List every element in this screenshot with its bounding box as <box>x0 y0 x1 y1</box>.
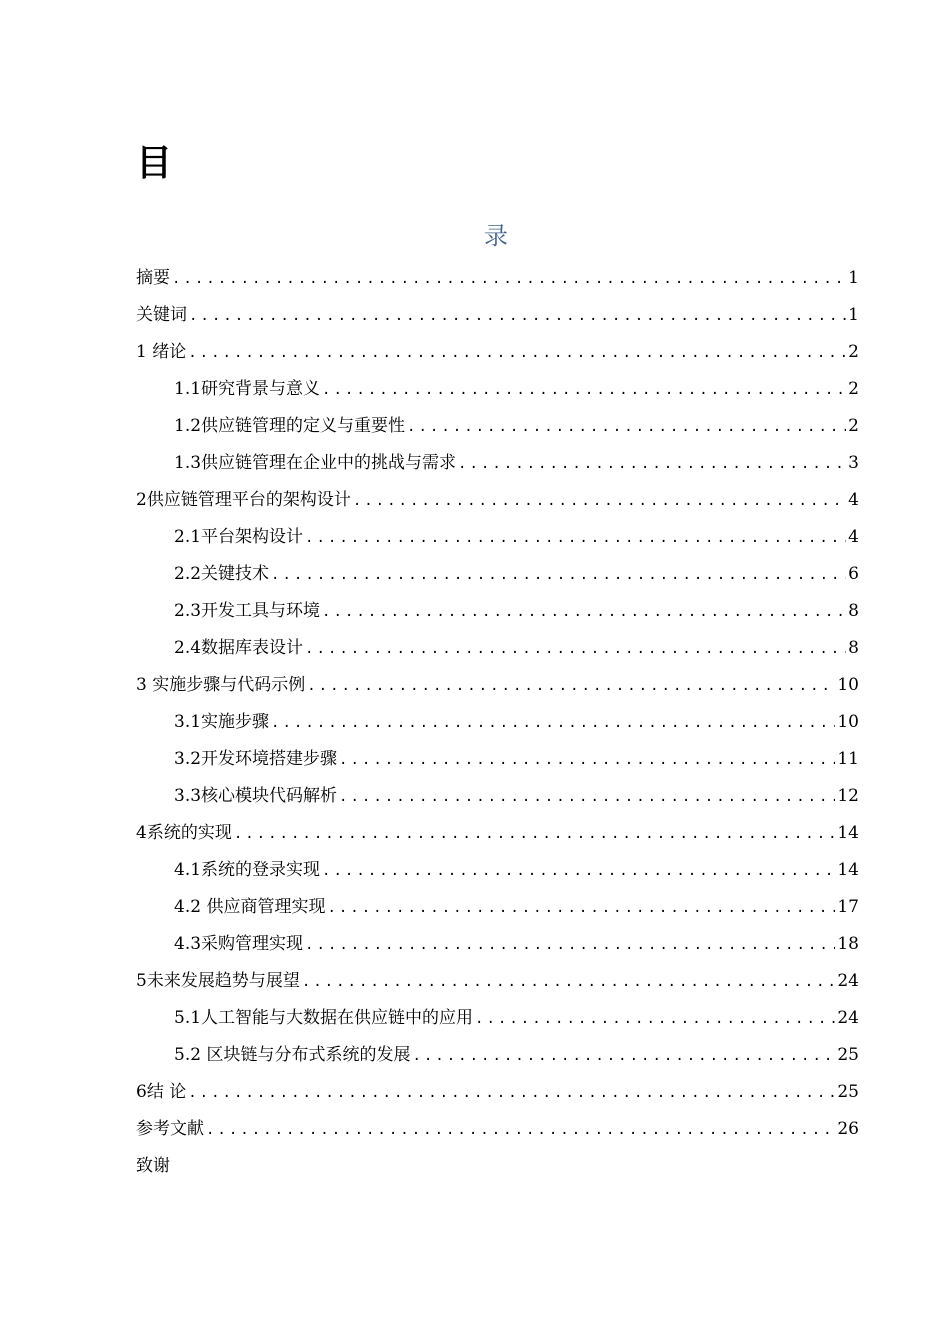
toc-dot-leader <box>307 668 835 705</box>
toc-entry-label: 2.2关键技术 <box>174 564 270 584</box>
toc-entry-label: 5.1人工智能与大数据在供应链中的应用 <box>174 1008 474 1028</box>
toc-entry-page-number: 25 <box>837 1082 859 1102</box>
toc-dot-leader <box>322 372 846 409</box>
toc-entry-page-number: 14 <box>837 860 859 880</box>
toc-entry-page-number: 1 <box>848 268 859 288</box>
toc-dot-leader <box>305 520 846 557</box>
toc-entry[interactable] <box>136 556 859 593</box>
toc-entry[interactable] <box>136 334 859 371</box>
toc-entry-page-number: 2 <box>848 342 859 362</box>
toc-entry-page-number: 25 <box>837 1045 859 1065</box>
toc-dot-leader <box>271 705 835 742</box>
toc-entry[interactable] <box>136 260 859 297</box>
toc-entry[interactable] <box>136 445 859 482</box>
toc-entry-label: 2.3开发工具与环境 <box>174 601 321 621</box>
toc-dot-leader <box>305 631 846 668</box>
toc-entry-page-number: 14 <box>837 823 859 843</box>
toc-entry-label: 3.3核心模块代码解析 <box>174 786 338 806</box>
toc-entry-page-number: 4 <box>848 490 859 510</box>
toc-dot-leader <box>407 409 846 446</box>
toc-entry[interactable] <box>136 1074 859 1111</box>
toc-entry-label: 4.3采购管理实现 <box>174 934 304 954</box>
toc-entry[interactable] <box>136 963 859 1000</box>
toc-dot-leader <box>188 335 846 372</box>
toc-dot-leader <box>305 927 835 964</box>
toc-entry-label: 5.2 区块链与分布式系统的发展 <box>174 1045 411 1065</box>
toc-dot-leader <box>302 964 836 1001</box>
toc-entry[interactable] <box>136 519 859 556</box>
toc-entry-page-number: 24 <box>837 1008 859 1028</box>
toc-dot-leader <box>353 483 846 520</box>
toc-dot-leader <box>206 1112 835 1149</box>
toc-dot-leader <box>188 1075 835 1112</box>
toc-title-first-char: 目 <box>136 143 173 184</box>
toc-entry-label: 4.2 供应商管理实现 <box>174 897 326 917</box>
toc-dot-leader <box>172 261 846 298</box>
toc-dot-leader <box>189 298 846 335</box>
toc-entry-page-number: 17 <box>837 897 859 917</box>
toc-dot-leader <box>322 853 835 890</box>
toc-entry-page-number: 10 <box>837 712 859 732</box>
toc-entry-label: 2.4数据库表设计 <box>174 638 304 658</box>
toc-entry-page-number: 8 <box>848 638 859 658</box>
toc-entry-page-number: 8 <box>848 601 859 621</box>
toc-entry[interactable] <box>136 482 859 519</box>
toc-entry-page-number: 3 <box>848 453 859 473</box>
toc-dot-leader <box>271 557 846 594</box>
toc-entry-page-number: 1 <box>848 305 859 325</box>
toc-entry-label: 6结 论 <box>136 1082 187 1102</box>
toc-title-second-char: 录 <box>484 222 508 250</box>
toc-entry-label: 1 绪论 <box>136 342 187 362</box>
toc-entry-label: 2.1平台架构设计 <box>174 527 304 547</box>
toc-entry[interactable] <box>136 926 859 963</box>
toc-entry-page-number: 24 <box>837 971 859 991</box>
toc-entry[interactable] <box>136 371 859 408</box>
toc-entry-label: 2供应链管理平台的架构设计 <box>136 490 351 510</box>
toc-entry[interactable] <box>136 852 859 889</box>
toc-dot-leader <box>339 779 835 816</box>
toc-entry[interactable] <box>136 704 859 741</box>
toc-entry-page-number: 12 <box>837 786 859 806</box>
toc-entry-label: 1.3供应链管理在企业中的挑战与需求 <box>174 453 457 473</box>
toc-dot-leader <box>412 1038 835 1075</box>
toc-entry-page-number: 4 <box>848 527 859 547</box>
toc-entry[interactable] <box>136 297 859 334</box>
toc-dot-leader <box>234 816 836 853</box>
toc-dot-leader <box>475 1001 835 1038</box>
toc-entry-label: 致谢 <box>136 1156 170 1176</box>
toc-dot-leader <box>327 890 835 927</box>
toc-entry-page-number: 18 <box>837 934 859 954</box>
toc-entry-page-number: 2 <box>848 416 859 436</box>
toc-entry-label: 关键词 <box>136 305 187 325</box>
toc-entry[interactable] <box>136 408 859 445</box>
toc-entry-label: 3 实施步骤与代码示例 <box>136 675 306 695</box>
toc-entry[interactable] <box>136 1037 859 1074</box>
toc-entry-page-number: 10 <box>837 675 859 695</box>
table-of-contents <box>136 260 859 1185</box>
toc-entry[interactable] <box>136 1148 859 1185</box>
toc-entry[interactable] <box>136 778 859 815</box>
toc-entry-label: 3.2开发环境搭建步骤 <box>174 749 338 769</box>
toc-dot-leader <box>458 446 846 483</box>
toc-dot-leader <box>339 742 835 779</box>
toc-entry-label: 4.1系统的登录实现 <box>174 860 321 880</box>
toc-entry-label: 1.1研究背景与意义 <box>174 379 321 399</box>
toc-entry-page-number: 26 <box>837 1119 859 1139</box>
toc-entry-page-number: 2 <box>848 379 859 399</box>
toc-entry[interactable] <box>136 815 859 852</box>
toc-entry-label: 参考文献 <box>136 1119 204 1139</box>
toc-entry-page-number: 6 <box>848 564 859 584</box>
toc-dot-leader <box>322 594 846 631</box>
toc-entry[interactable] <box>136 1000 859 1037</box>
toc-entry-label: 5未来发展趋势与展望 <box>136 971 300 991</box>
toc-entry[interactable] <box>136 667 859 704</box>
toc-entry-label: 摘要 <box>136 268 170 288</box>
toc-entry[interactable] <box>136 1111 859 1148</box>
toc-entry[interactable] <box>136 889 859 926</box>
toc-entry[interactable] <box>136 741 859 778</box>
toc-entry[interactable] <box>136 630 859 667</box>
toc-entry-page-number: 11 <box>837 749 859 769</box>
toc-entry-label: 3.1实施步骤 <box>174 712 270 732</box>
toc-entry[interactable] <box>136 593 859 630</box>
toc-entry-label: 4系统的实现 <box>136 823 232 843</box>
toc-entry-label: 1.2供应链管理的定义与重要性 <box>174 416 406 436</box>
